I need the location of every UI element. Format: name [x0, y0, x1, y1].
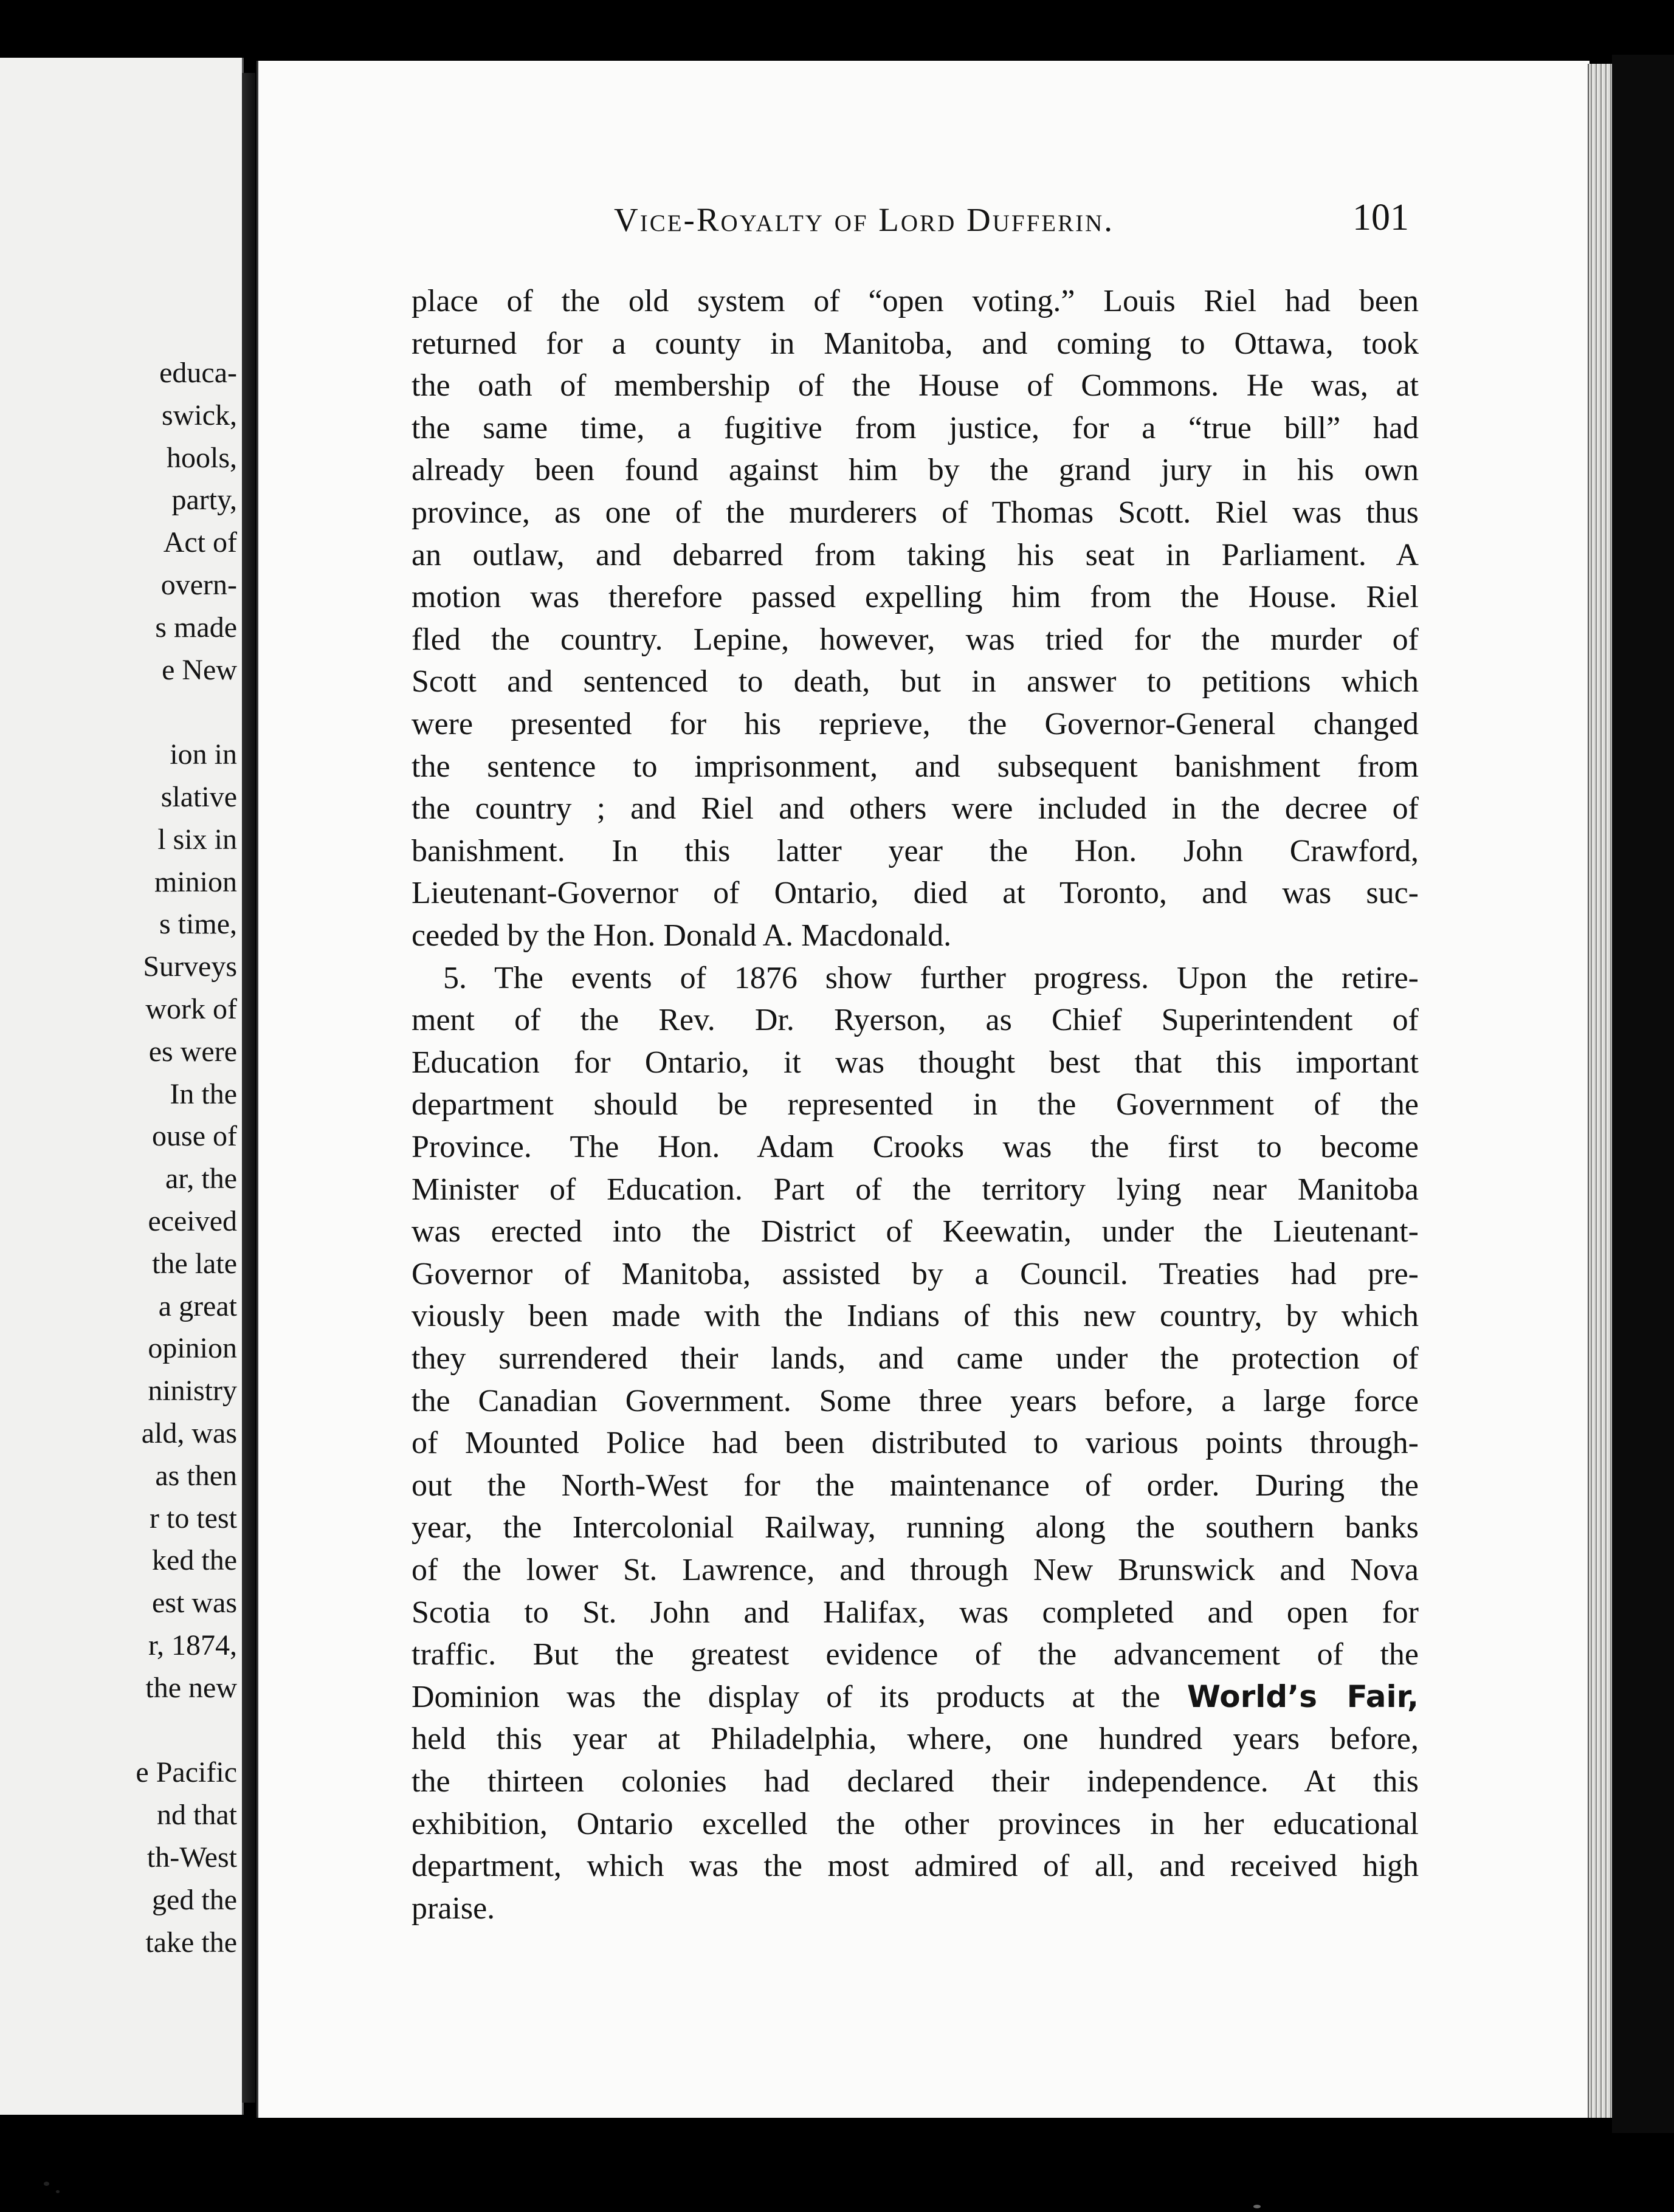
left-page-line: as then	[155, 1460, 237, 1492]
body-line	[412, 1005, 1419, 1036]
left-page-line: ar, the	[165, 1163, 237, 1195]
body-line	[412, 836, 1419, 867]
body-line-text: the Canadian Government. Some three years before, a large force	[412, 1384, 1419, 1418]
left-page-line: take the	[145, 1926, 237, 1959]
body-line	[412, 1132, 1419, 1163]
left-page-line: minion	[154, 866, 237, 898]
body-line	[412, 370, 1419, 402]
body-line-text: was erected into the District of Keewatin, under the Lieutenant-	[412, 1214, 1419, 1249]
body-line	[412, 1216, 1419, 1248]
body-line-text: province, as one of the murderers of Thomas Scott. Riel was thus	[412, 495, 1419, 530]
left-page-line: In the	[170, 1078, 237, 1110]
left-page-line: e Pacific	[136, 1756, 237, 1788]
body-line	[412, 1089, 1419, 1121]
body-line	[412, 1850, 1419, 1882]
body-line-text: the country ; and Riel and others were included in the decree of	[412, 791, 1419, 826]
body-line	[412, 878, 1419, 909]
body-line-text: banishment. In this latter year the Hon. John Crawford,	[412, 834, 1419, 868]
left-page-line: es were	[148, 1036, 237, 1068]
left-page-line: Act of	[163, 526, 237, 558]
body-line-text: the oath of membership of the House of Commons. He was, at	[412, 368, 1419, 403]
scan-speck	[44, 2182, 49, 2186]
body-line	[412, 963, 1419, 994]
book-gutter	[242, 73, 255, 2103]
body-line	[412, 793, 1419, 825]
body-line	[412, 1512, 1419, 1544]
body-line-text: ceeded by the Hon. Donald A. Macdonald.	[412, 918, 952, 953]
left-page-line: l six in	[157, 823, 237, 856]
body-line	[412, 751, 1419, 783]
body-line	[412, 286, 1419, 317]
body-line	[412, 1893, 1419, 1925]
body-line-text: Dominion was the display of its products at the	[412, 1680, 1187, 1714]
left-page-line: ald, was	[141, 1417, 237, 1449]
left-page-line: ged the	[152, 1884, 237, 1916]
body-line-text: ment of the Rev. Dr. Ryerson, as Chief Superintendent of	[412, 1003, 1419, 1037]
left-page-line: ouse of	[152, 1120, 237, 1152]
body-line	[412, 413, 1419, 444]
left-page-line: swick,	[162, 399, 237, 431]
body-line-text: department, which was the most admired of all, and received high	[412, 1849, 1419, 1883]
page-edges	[1588, 64, 1613, 2118]
body-line	[412, 1639, 1419, 1671]
left-page-line: r, 1874,	[148, 1629, 237, 1661]
body-line-text: Education for Ontario, it was thought best that this important	[412, 1045, 1419, 1080]
left-page-line: th-West	[146, 1841, 237, 1874]
body-line	[412, 455, 1419, 486]
body-line-text: Governor of Manitoba, assisted by a Council. Treaties had pre-	[412, 1257, 1419, 1291]
body-line-text: returned for a county in Manitoba, and coming to Ottawa, took	[412, 326, 1419, 361]
body-line-text: an outlaw, and debarred from taking his seat in Parliament. A	[412, 538, 1419, 572]
left-page-line: the late	[152, 1248, 237, 1280]
body-line	[412, 1174, 1419, 1206]
body-line-text: traffic. But the greatest evidence of the advancement of the	[412, 1637, 1419, 1672]
left-page-line: the new	[145, 1672, 237, 1704]
body-line	[412, 1300, 1419, 1332]
body-line	[412, 1723, 1419, 1755]
body-line	[412, 1681, 1419, 1713]
scan-speck	[1253, 2205, 1261, 2208]
body-line	[412, 920, 1419, 952]
body-line	[412, 1427, 1419, 1459]
left-page-line: nd that	[157, 1799, 237, 1831]
bold-emphasis: World’s Fair,	[1187, 1679, 1419, 1714]
left-page-line: r to test	[150, 1502, 237, 1534]
left-page-line: educa-	[159, 357, 237, 389]
body-line-text: of Mounted Police had been distributed to various points through-	[412, 1426, 1419, 1460]
body-line	[412, 540, 1419, 571]
body-line-text: place of the old system of “open voting.” Louis Riel had been	[412, 284, 1419, 318]
body-line-text: praise.	[412, 1891, 495, 1926]
body-line	[412, 1343, 1419, 1375]
body-line-text: held this year at Philadelphia, where, one hundred years before,	[412, 1722, 1419, 1756]
left-page-line: e New	[162, 654, 237, 686]
left-page-line: party,	[171, 484, 237, 516]
left-page-line: ion in	[170, 738, 237, 771]
left-page-line: opinion	[148, 1332, 237, 1364]
body-line-text: Lieutenant-Governor of Ontario, died at Toronto, and was suc-	[412, 876, 1419, 910]
body-line	[412, 328, 1419, 360]
body-line-text: of the lower St. Lawrence, and through New Brunswick and Nova	[412, 1553, 1419, 1587]
left-page-line: overn-	[160, 569, 237, 601]
body-line-text: 5. The events of 1876 show further progress. Upon the retire-	[443, 961, 1419, 995]
body-line	[412, 582, 1419, 613]
body-line-text: the same time, a fugitive from justice, for a “true bill” had	[412, 411, 1419, 445]
body-line-text: were presented for his reprieve, the Governor-General changed	[412, 707, 1419, 741]
body-line	[412, 1808, 1419, 1840]
left-page-line: s time,	[159, 908, 237, 940]
body-line	[412, 1047, 1419, 1079]
body-line-text: already been found against him by the grand jury in his own	[412, 453, 1419, 487]
body-line	[412, 1386, 1419, 1417]
body-line	[412, 1470, 1419, 1502]
body-line	[412, 1259, 1419, 1290]
left-page-line: a great	[158, 1290, 237, 1322]
body-line-text: department should be represented in the Government of the	[412, 1087, 1419, 1122]
left-page-line: eceived	[148, 1205, 237, 1237]
left-page	[0, 58, 244, 2115]
scan-shadow	[1612, 55, 1674, 2133]
left-page-line: ninistry	[148, 1375, 237, 1407]
body-line-text: motion was therefore passed expelling him from the House. Riel	[412, 580, 1419, 614]
scan-speck	[56, 2190, 60, 2193]
left-page-line: slative	[160, 781, 237, 813]
left-page-line: est was	[152, 1587, 237, 1619]
left-page-line: ked the	[152, 1544, 237, 1576]
left-page-line: s made	[155, 611, 237, 644]
body-line-text: the thirteen colonies had declared their independence. At this	[412, 1764, 1419, 1799]
body-line	[412, 1766, 1419, 1798]
body-line	[412, 666, 1419, 698]
body-line-text: the sentence to imprisonment, and subsequent banishment from	[412, 749, 1419, 784]
body-line	[412, 1597, 1419, 1629]
body-line-text: Scott and sentenced to death, but in answer to petitions which	[412, 664, 1419, 699]
body-line-text: viously been made with the Indians of this new country, by which	[412, 1299, 1419, 1333]
body-line	[412, 1554, 1419, 1586]
body-line-text: Province. The Hon. Adam Crooks was the first to become	[412, 1130, 1419, 1164]
body-line-text: year, the Intercolonial Railway, running along the southern banks	[412, 1510, 1419, 1545]
body-line	[412, 624, 1419, 656]
body-line	[412, 709, 1419, 740]
page-number: 101	[1352, 197, 1409, 238]
body-line-text: out the North-West for the maintenance of order. During the	[412, 1468, 1419, 1503]
left-page-line: Surveys	[143, 950, 237, 983]
left-page-line: work of	[145, 993, 237, 1025]
body-line	[412, 497, 1419, 529]
body-line-text: exhibition, Ontario excelled the other provinces in her educational	[412, 1807, 1419, 1841]
body-line-text: Minister of Education. Part of the territory lying near Manitoba	[412, 1172, 1419, 1207]
body-line-text: Scotia to St. John and Halifax, was completed and open for	[412, 1595, 1419, 1630]
left-page-line: hools,	[166, 442, 237, 474]
body-line-text: they surrendered their lands, and came under the protection of	[412, 1341, 1419, 1376]
body-line-text: fled the country. Lepine, however, was tried for the murder of	[412, 622, 1419, 657]
running-title: Vice-Royalty of Lord Dufferin.	[614, 201, 1114, 238]
